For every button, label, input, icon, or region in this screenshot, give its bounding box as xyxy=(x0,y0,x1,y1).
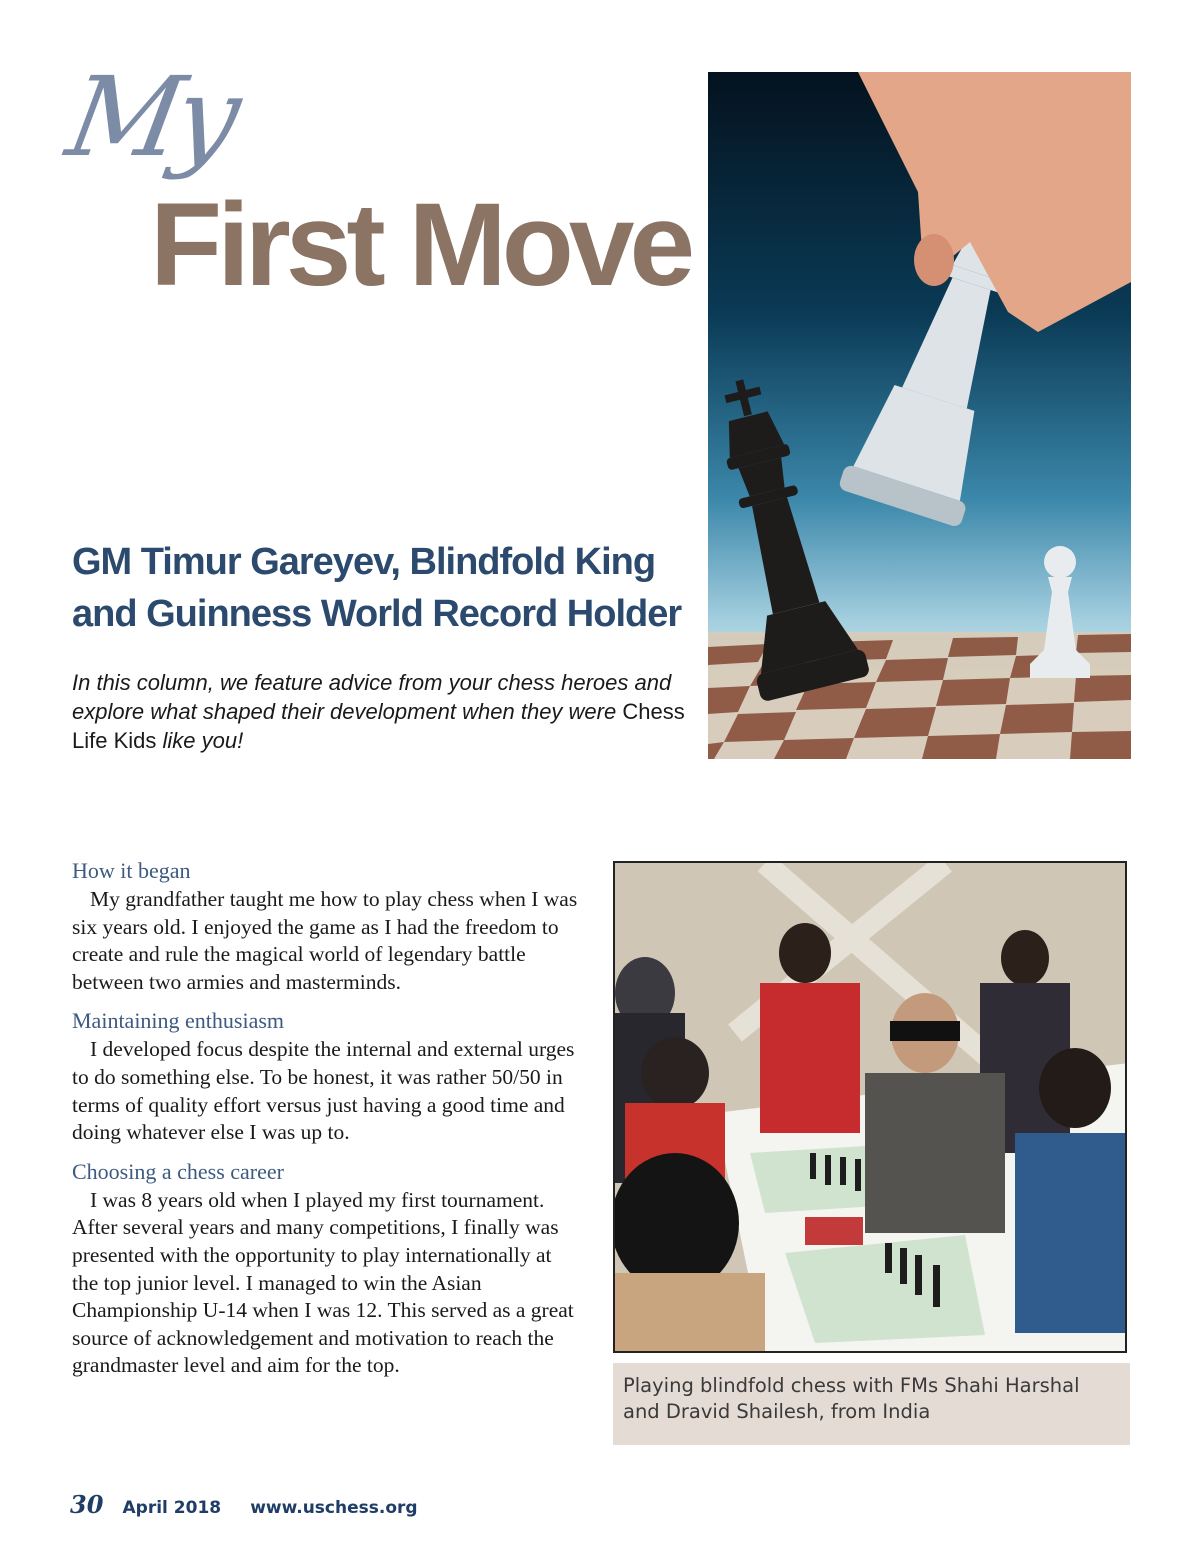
title-my: My xyxy=(58,53,245,181)
blindfold-chess-photo xyxy=(613,861,1127,1353)
intro-magazine-name: Chess Life Kids xyxy=(72,699,685,753)
hero-chess-image xyxy=(708,72,1131,759)
hand xyxy=(858,72,1131,332)
intro-part-2: like you! xyxy=(162,728,244,753)
article-headline xyxy=(72,536,692,640)
article-body xyxy=(72,856,582,1390)
page-title: First Move xyxy=(150,179,691,311)
intro-part-1: In this column, we feature advice from your chess heroes and explore what shaped their development when they were xyxy=(72,670,672,724)
section-paragraph: I developed focus despite the internal and external urges to do something else. To be honest, it was rather 50/50 in terms of quality effort versus just having a good time and doing whatever else I was up to. xyxy=(72,1037,575,1145)
intro-text xyxy=(72,668,692,755)
section-heading: Maintaining enthusiasm xyxy=(72,1008,285,1034)
photo-caption: Playing blindfold chess with FMs Shahi Harshal and Dravid Shailesh, from India xyxy=(613,1363,1130,1445)
issue-date: April 2018 xyxy=(122,1498,222,1518)
section-heading: Choosing a chess career xyxy=(72,1158,284,1184)
headline-line-2: and Guinness World Record Holder xyxy=(72,593,682,635)
section-paragraph: I was 8 years old when I played my first tournament. After several years and many competitions, I finally was presented with the opportunity to play internationally at the top junior level. I managed to win the Asian Championship U-14 when I was 12. This served as a great source of acknowledgement and motivation to reach the grandmaster level and aim for the top. xyxy=(72,1187,574,1378)
section-paragraph: My grandfather taught me how to play chess when I was six years old. I enjoyed the game as I had the freedom to create and rule the magical world of legendary battle between two armies and masterminds. xyxy=(72,887,578,994)
page-number: 30 xyxy=(70,1490,104,1519)
page-footer xyxy=(70,1490,442,1519)
website-link[interactable]: www.uschess.org xyxy=(250,1498,418,1518)
white-pawn xyxy=(1030,546,1090,678)
section-heading: How it began xyxy=(72,858,191,883)
headline-line-1: GM Timur Gareyev, Blindfold King xyxy=(72,541,656,583)
